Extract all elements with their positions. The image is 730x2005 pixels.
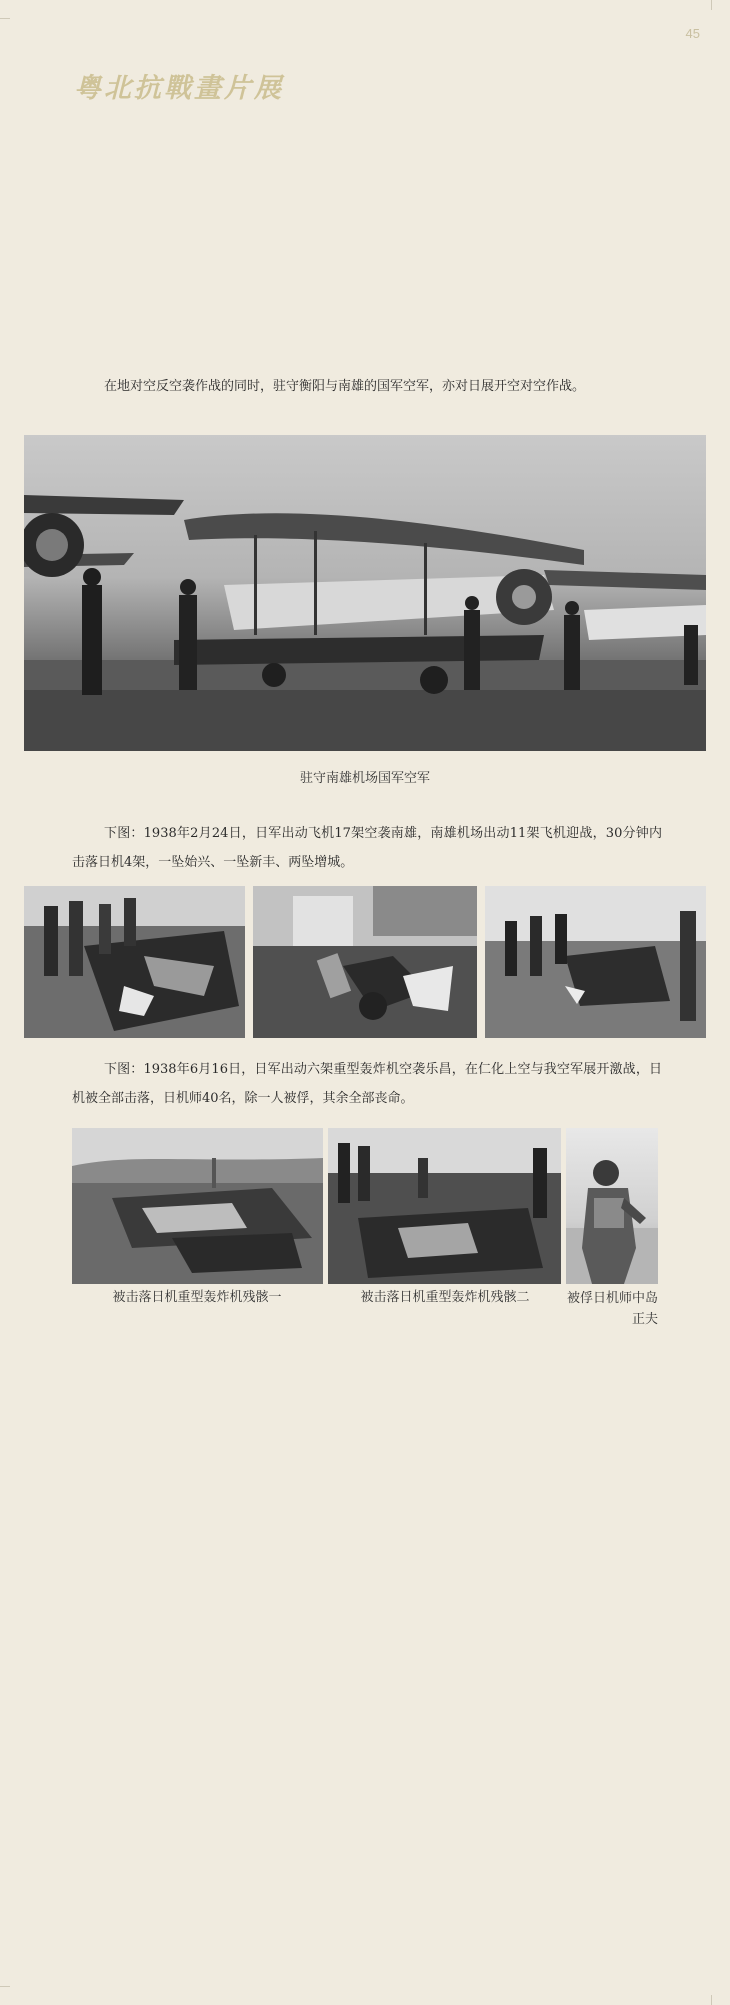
bomber-wreckage-photo-1 <box>72 1128 323 1284</box>
wreckage-photo-2 <box>253 886 477 1038</box>
section-1-paragraph: 下图：1938年2月24日，日军出动飞机17架空袭南雄，南雄机场出动11架飞机迎战，30分钟内击落日机4架，一坠始兴、一坠新丰、两坠增城。 <box>72 826 662 870</box>
wreckage-photo-3 <box>485 886 706 1038</box>
crop-mark-top <box>711 0 712 10</box>
crop-mark-bottom <box>711 1995 712 2005</box>
biplanes-photo <box>24 435 706 751</box>
captured-pilot-caption: 被俘日机师中岛正夫 <box>566 1290 658 1326</box>
bomber-wreckage-caption-1: 被击落日机重型轰炸机残骸一 <box>112 1289 282 1304</box>
crop-mark-left-bottom <box>0 1986 10 1987</box>
captured-pilot-photo <box>566 1128 658 1284</box>
biplanes-illustration <box>24 435 706 751</box>
main-photo-caption: 驻守南雄机场国军空军 <box>299 770 430 785</box>
page-number: 45 <box>685 26 700 41</box>
bomber-wreckage-photo-2 <box>328 1128 561 1284</box>
wreckage-photo-1 <box>24 886 245 1038</box>
bomber-wreckage-caption-2: 被击落日机重型轰炸机残骸二 <box>360 1289 530 1304</box>
crop-mark-left <box>0 18 10 19</box>
section-2-paragraph: 下图：1938年6月16日，日军出动六架重型轰炸机空袭乐昌，在仁化上空与我空军展开激战，日机被全部击落，日机师40名，除一人被俘，其余全部丧命。 <box>72 1062 662 1106</box>
intro-paragraph: 在地对空反空袭作战的同时，驻守衡阳与南雄的国军空军，亦对日展开空对空作战。 <box>104 379 586 394</box>
page-header-title: 粤北抗戰畫片展 <box>74 73 284 104</box>
